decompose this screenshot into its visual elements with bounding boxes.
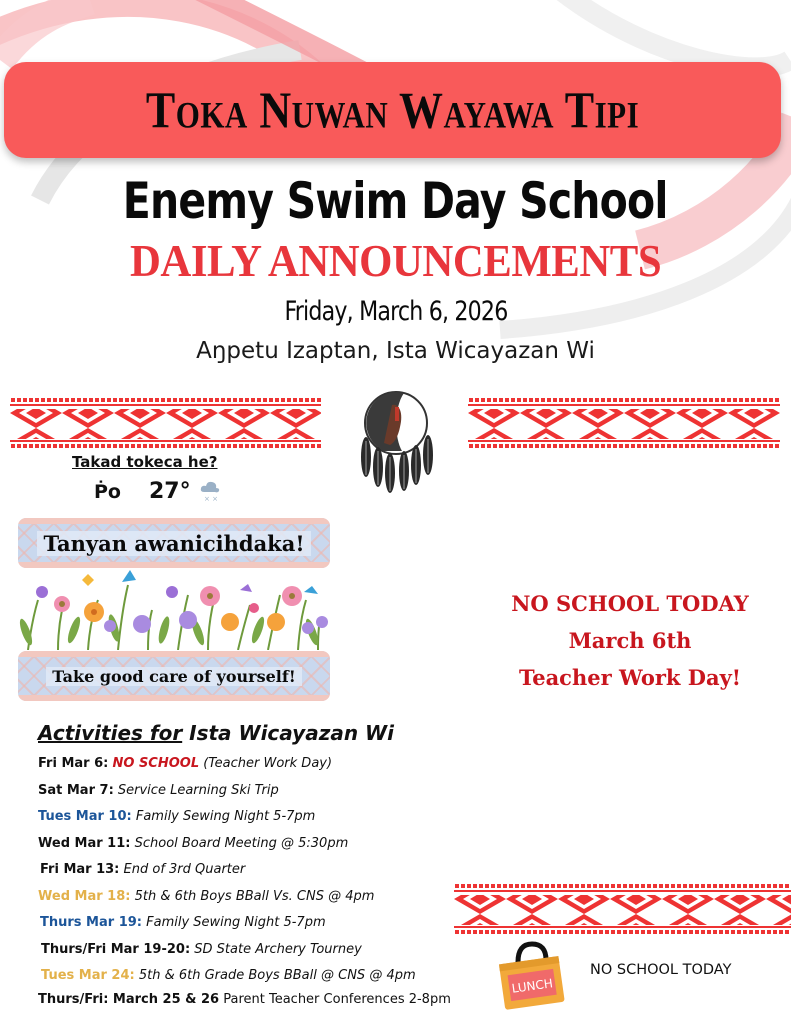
- activity-item: Thurs/Fri Mar 19-20: SD State Archery Tourney: [41, 941, 362, 957]
- title-banner: [4, 62, 781, 158]
- activity-item: Fri Mar 13: End of 3rd Quarter: [40, 862, 246, 877]
- wellness-banner-native: Tanyan awanicihdaka!: [18, 518, 330, 568]
- weather-temperature: 27°: [148, 479, 191, 504]
- notice-line-3: Teacher Work Day!: [518, 665, 742, 690]
- notice-line-1: NO SCHOOL TODAY: [511, 591, 749, 616]
- svg-text:LUNCH: LUNCH: [510, 976, 554, 996]
- activity-item: Wed Mar 11: School Board Meeting @ 5:30pm: [38, 835, 349, 851]
- title-text: Toka Nuwan Wayawa Tipi: [145, 81, 640, 139]
- school-name: Enemy Swim Day School: [123, 172, 668, 230]
- activity-item: Wed Mar 18: 5th & 6th Boys BBall Vs. CNS @ 4pm: [38, 888, 375, 904]
- activities-title: Activities for Ista Wicayazan Wi: [38, 721, 394, 745]
- no-school-notice: [470, 585, 790, 696]
- activity-item: Thurs Mar 19: Family Sewing Night 5-7pm: [40, 915, 326, 930]
- activity-item: Tues Mar 24: 5th & 6th Grade Boys BBall @ CNS @ 4pm: [41, 968, 416, 983]
- geometric-band-right: [468, 398, 780, 448]
- lunch-box-icon: [496, 940, 568, 1010]
- lunch-status: NO SCHOOL TODAY: [590, 962, 732, 978]
- notice-line-2: March 6th: [568, 628, 692, 653]
- weather-question: Takad tokeca he?: [72, 453, 218, 471]
- weather-row: [94, 479, 221, 504]
- geometric-band-left: [10, 398, 321, 448]
- wellness-banner-english: Take good care of yourself!: [18, 651, 330, 701]
- geometric-band-bottom: [454, 884, 791, 934]
- flowers-illustration: [18, 570, 330, 650]
- activity-item: Tues Mar 10: Family Sewing Night 5-7pm: [38, 809, 316, 824]
- activities-list: [38, 721, 451, 1012]
- date-english: Friday, March 6, 2026: [283, 296, 507, 327]
- daily-announcements-heading: DAILY ANNOUNCEMENTS: [129, 235, 662, 286]
- activity-item: Thurs/Fri: March 25 & 26 Parent Teacher Conferences 2-8pm: [38, 991, 451, 1007]
- date-native: Aŋpetu Izaptan, Ista Wicayazan Wi: [196, 338, 595, 364]
- snow-cloud-icon: [199, 480, 221, 504]
- svg-text:× ×: × ×: [203, 494, 218, 503]
- activity-item: Fri Mar 6: NO SCHOOL (Teacher Work Day): [38, 756, 333, 771]
- activity-item: Sat Mar 7: Service Learning Ski Trip: [38, 782, 279, 798]
- dreamcatcher-emblem-icon: [354, 387, 438, 495]
- weather-label: Ṗo: [94, 480, 121, 503]
